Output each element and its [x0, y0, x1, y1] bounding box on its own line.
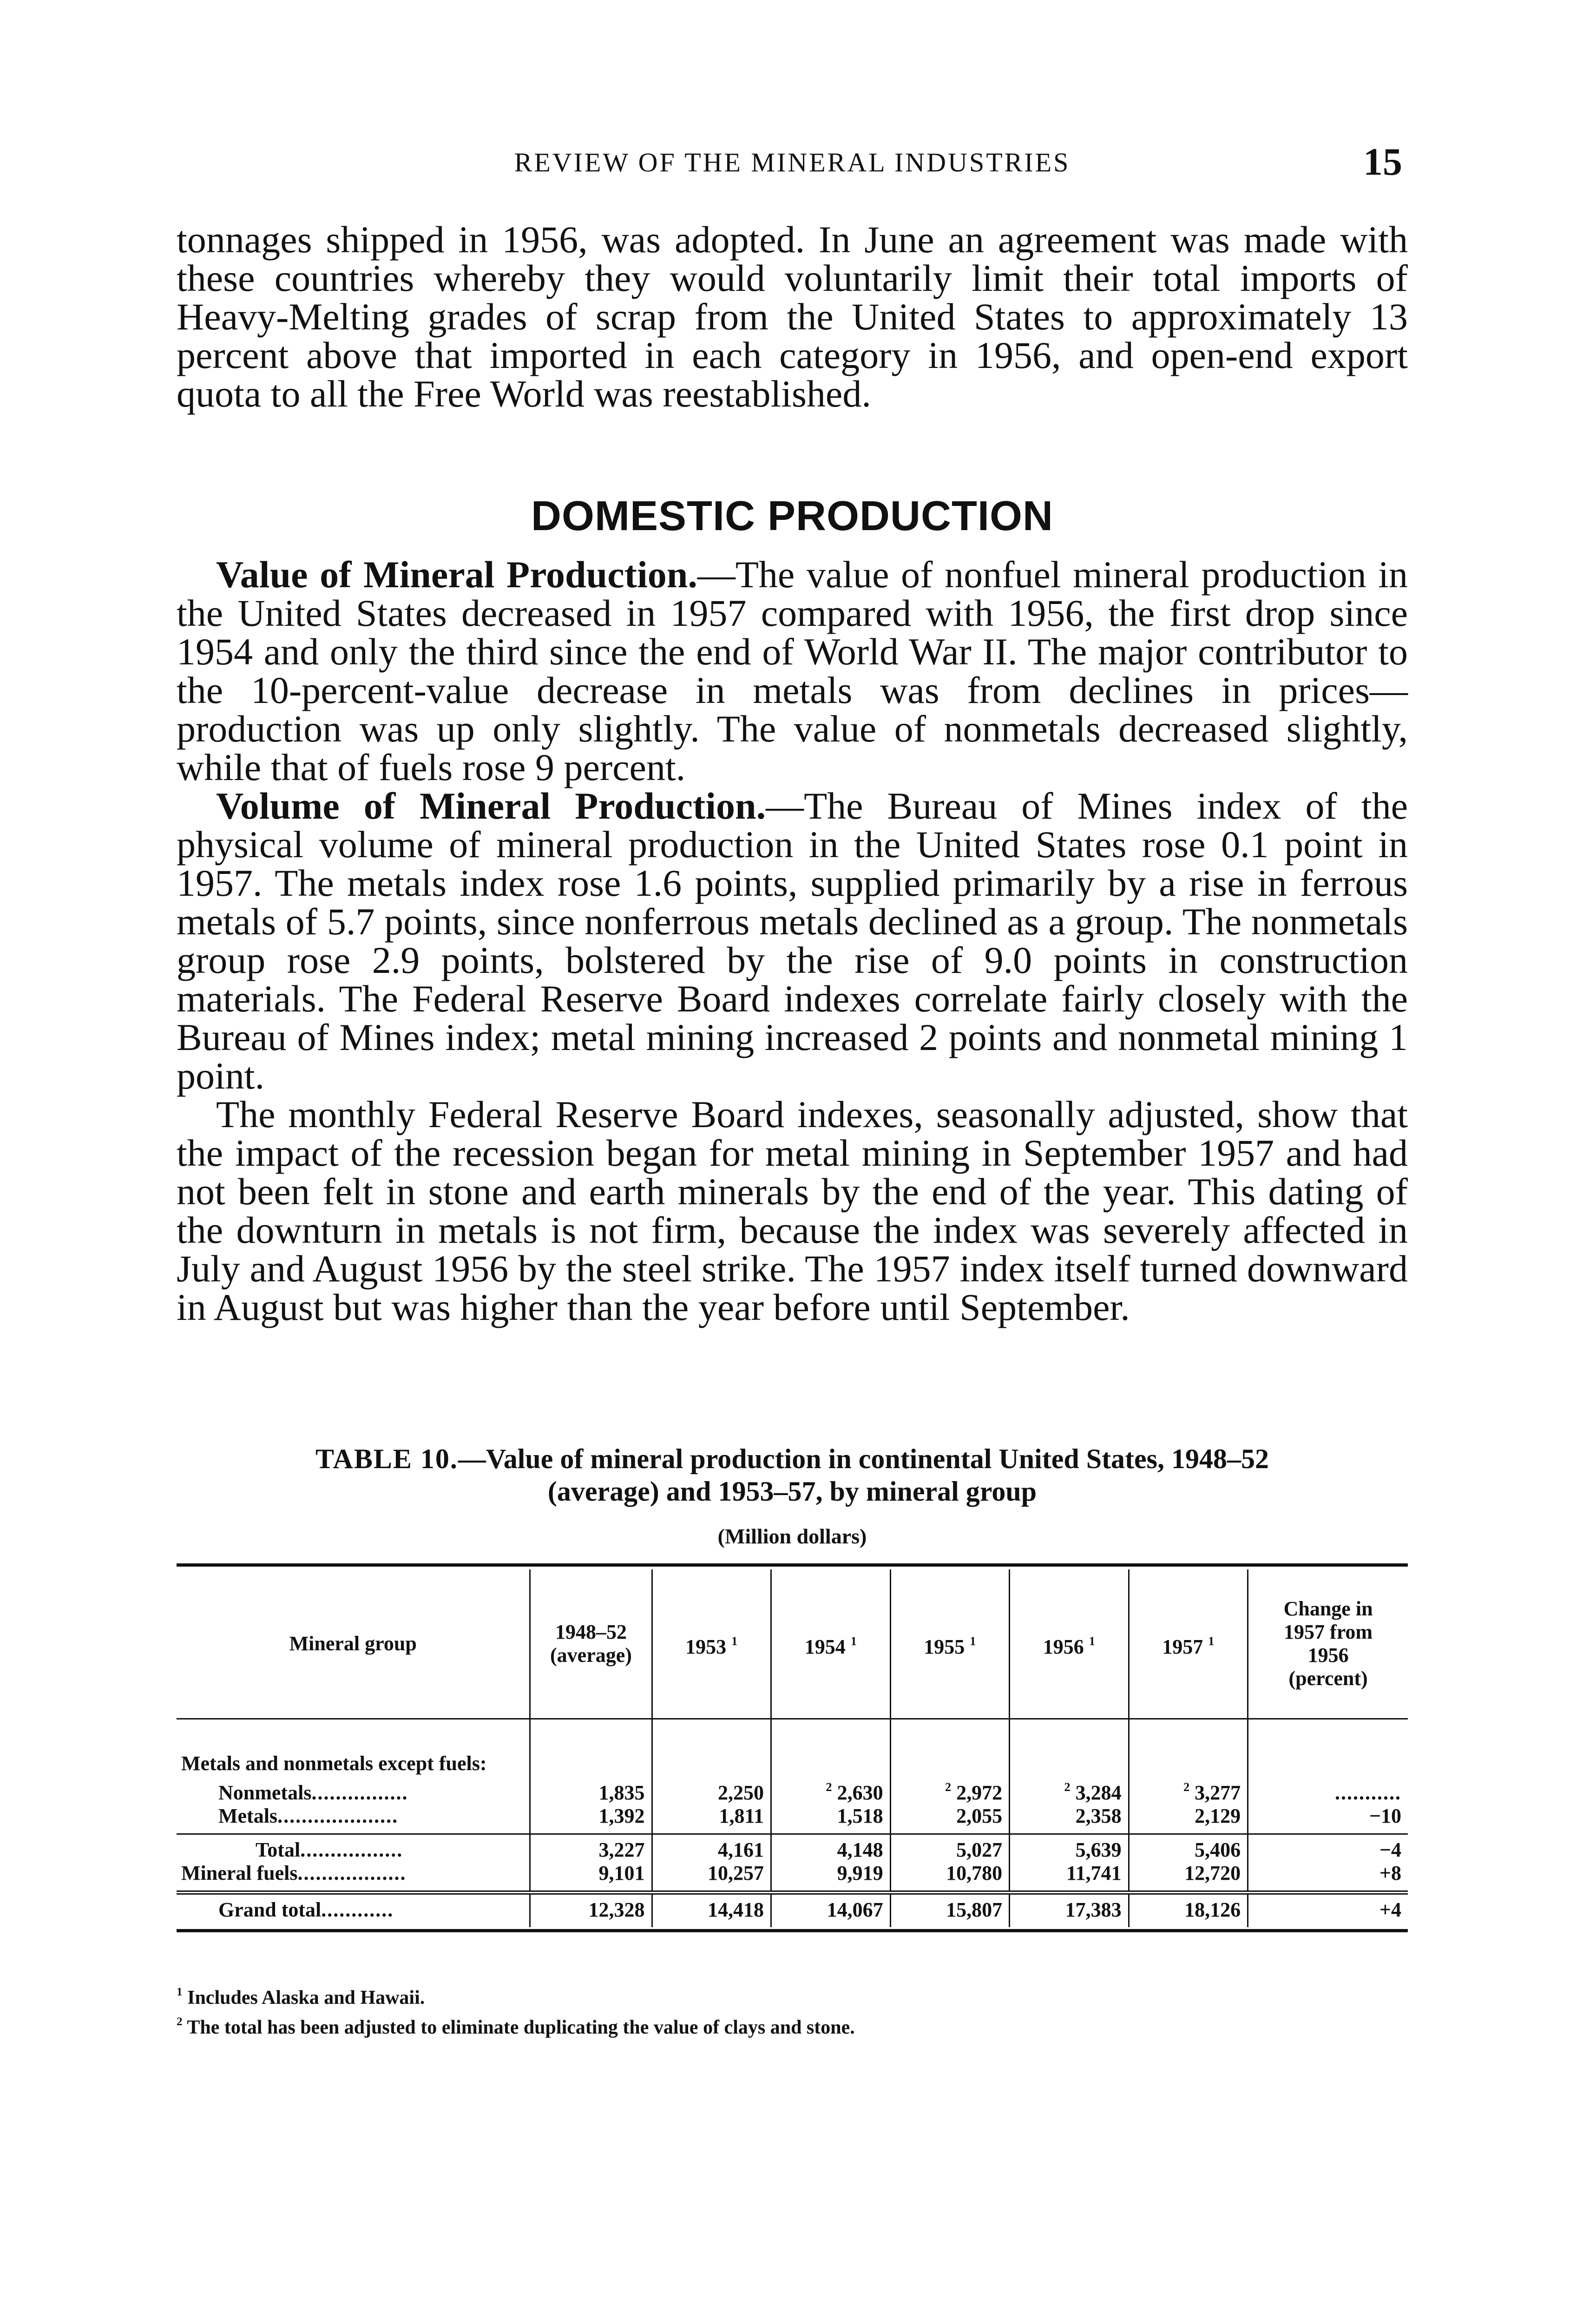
table-title-line1: —Value of mineral production in continental United States, 1948–52 — [458, 1444, 1269, 1474]
table-caption — [177, 1443, 1408, 1508]
cell-change: −4 — [1248, 1834, 1408, 1862]
cell-1953: 2,250 — [652, 1775, 771, 1805]
cell-1953: 10,257 — [652, 1862, 771, 1893]
cell-1956: 5,639 — [1010, 1834, 1129, 1862]
cell-1957: 2,129 — [1129, 1805, 1248, 1834]
table-top-rule — [177, 1563, 1408, 1567]
cell-change: +8 — [1248, 1862, 1408, 1893]
row-label: Nonmetals................ — [218, 1781, 408, 1804]
table-row-metals — [177, 1805, 1408, 1834]
cell-1948-52: 3,227 — [530, 1834, 652, 1862]
paragraph-text: The monthly Federal Reserve Board indexes, seasonally adjusted, show that the impact of the recession began for metal mining in September 1957 and had not been felt in stone and earth minerals by the end of the year. This dating of the downturn in metals is not firm, because the index was severely affected in July and August 1956 by the steel strike. The 1957 index itself turned downward in August but was higher than the year before until September. — [177, 1093, 1408, 1328]
page-number: 15 — [1363, 140, 1402, 184]
cell-1954: 1,518 — [771, 1805, 891, 1834]
table-row-total — [177, 1834, 1408, 1862]
cell-1948-52: 1,835 — [530, 1775, 652, 1805]
running-head — [177, 139, 1408, 184]
cell-change: ........... — [1248, 1775, 1408, 1805]
paragraph-value — [177, 555, 1408, 787]
running-head-title: REVIEW OF THE MINERAL INDUSTRIES — [514, 147, 1071, 177]
cell-1954: 4,148 — [771, 1834, 891, 1862]
table-units: (Million dollars) — [717, 1524, 867, 1548]
footnotes — [177, 1980, 1408, 2040]
row-label: Total................. — [177, 1834, 530, 1862]
cell-1948-52: 12,328 — [530, 1893, 652, 1928]
header-1954: 1954 $^1$ — [771, 1569, 891, 1719]
paragraph-monthly — [177, 1095, 1408, 1326]
table-bottom-rule — [177, 1929, 1408, 1932]
cell-1956: 2,358 — [1010, 1805, 1129, 1834]
header-1948-52: 1948–52 (average) — [530, 1569, 652, 1719]
header-1957: 1957 $^1$ — [1129, 1569, 1248, 1719]
header-1953: 1953 $^1$ — [652, 1569, 771, 1719]
cell-1954: 14,067 — [771, 1893, 891, 1928]
header-1955: 1955 $^1$ — [890, 1569, 1010, 1719]
section-body — [177, 555, 1408, 1326]
paragraph-head: Value of Mineral Production. — [216, 553, 697, 596]
table-row-section — [177, 1752, 1408, 1775]
cell-1948-52: 1,392 — [530, 1805, 652, 1834]
cell-1953: 1,811 — [652, 1805, 771, 1834]
section-heading: DOMESTIC PRODUCTION — [531, 493, 1053, 539]
cell-1955: 15,807 — [890, 1893, 1010, 1928]
header-change: Change in 1957 from 1956 (percent) — [1248, 1569, 1408, 1719]
header-mineral-group: Mineral group — [177, 1569, 530, 1719]
cell-1953: 14,418 — [652, 1893, 771, 1928]
cell-1956: $^2$ 3,284 — [1010, 1775, 1129, 1805]
paragraph-volume — [177, 787, 1408, 1095]
paragraph-text: —The Bureau of Mines index of the physical volume of mineral production in the United States rose 0.1 point in 1957. The metals index rose 1.6 points, supplied primarily by a rise in ferrous metals of 5.7 points, since nonferrous metals declined as a group. The nonmetals group rose 2.9 points, bolstered by the rise of 9.0 points in construction materials. The Federal Reserve Board indexes correlate fairly closely with the Bureau of Mines index; metal mining increased 2 points and nonmetal mining 1 point. — [177, 785, 1408, 1097]
row-label: Mineral fuels.................. — [181, 1862, 407, 1884]
row-section-label: Metals and nonmetals except fuels: — [181, 1752, 487, 1775]
cell-change: −10 — [1248, 1805, 1408, 1834]
cell-1957: 18,126 — [1129, 1893, 1248, 1928]
header-row — [177, 1569, 1408, 1719]
cell-1957: 5,406 — [1129, 1834, 1248, 1862]
footnote: $^1$ Includes Alaska and Hawaii. — [177, 1986, 425, 2008]
paragraph-text: —The value of nonfuel mineral production in the United States decreased in 1957 compared with 1956, the first drop since 1954 and only the third since the end of World War II. The major contributor to the 10-percent-value decrease in metals was from declines in prices—production was up only slightly. The value of nonmetals decreased slightly, while that of fuels rose 9 percent. — [177, 553, 1408, 788]
spacer-row — [177, 1719, 1408, 1752]
header-1956: 1956 $^1$ — [1010, 1569, 1129, 1719]
cell-1956: 11,741 — [1010, 1862, 1129, 1893]
cell-1955: 2,055 — [890, 1805, 1010, 1834]
table-row-grand-total — [177, 1893, 1408, 1928]
table-title-line2: (average) and 1953–57, by mineral group — [547, 1476, 1037, 1507]
cell-1954: $^2$ 2,630 — [771, 1775, 891, 1805]
data-table — [177, 1563, 1408, 1932]
cell-1955: 5,027 — [890, 1834, 1010, 1862]
cell-1955: $^2$ 2,972 — [890, 1775, 1010, 1805]
footnote: $^2$ The total has been adjusted to eliminate duplicating the value of clays and stone. — [177, 2015, 855, 2038]
row-label: Metals.................... — [218, 1805, 399, 1827]
row-label: Grand total............ — [177, 1893, 530, 1928]
cell-1955: 10,780 — [890, 1862, 1010, 1893]
cell-change: +4 — [1248, 1893, 1408, 1928]
table-row-mineral-fuels — [177, 1862, 1408, 1893]
table-label: TABLE 10. — [315, 1444, 458, 1474]
cell-1957: 12,720 — [1129, 1862, 1248, 1893]
cell-1953: 4,161 — [652, 1834, 771, 1862]
cell-1954: 9,919 — [771, 1862, 891, 1893]
cell-1957: $^2$ 3,277 — [1129, 1775, 1248, 1805]
paragraph-head: Volume of Mineral Production. — [216, 785, 766, 827]
cell-1956: 17,383 — [1010, 1893, 1129, 1928]
intro-text: tonnages shipped in 1956, was adopted. In June an agreement was made with these countries whereby they would voluntarily limit their total imports of Heavy-Melting grades of scrap from the United States to approximately 13 percent above that imported in each category in 1956, and open-end export quota to all the Free World was reestablished. — [177, 218, 1408, 415]
cell-1948-52: 9,101 — [530, 1862, 652, 1893]
table-row-nonmetals — [177, 1775, 1408, 1805]
intro-paragraph — [177, 220, 1408, 413]
